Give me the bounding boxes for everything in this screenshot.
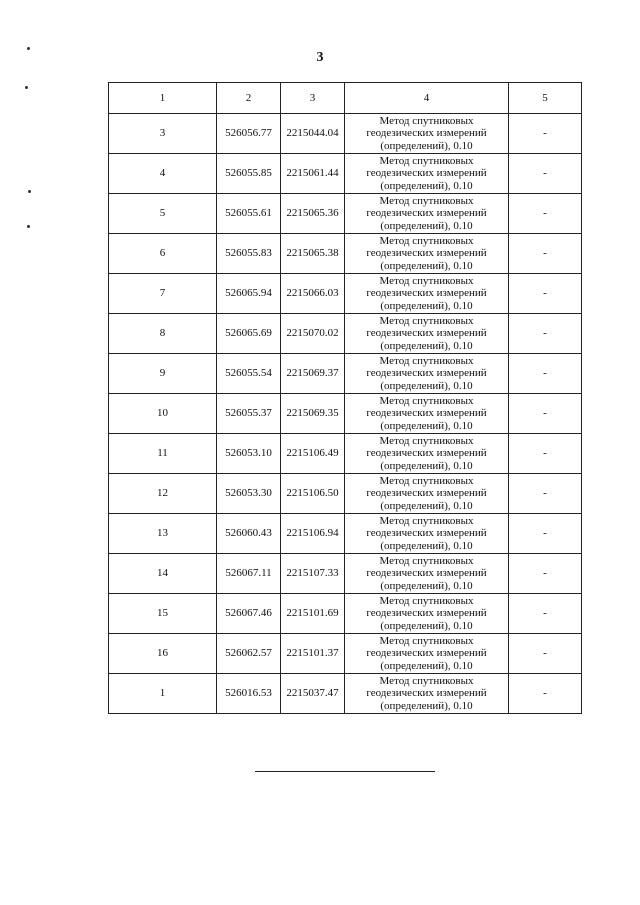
table-row (109, 674, 582, 714)
method-line-1: Метод спутниковых (379, 154, 474, 167)
table-row (109, 114, 582, 154)
method-line-3: (определений), 0.10 (380, 619, 473, 632)
method-cell (345, 114, 509, 154)
point-number: 15 (109, 594, 217, 634)
table-row (109, 354, 582, 394)
method-cell (345, 514, 509, 554)
col5-value: - (509, 194, 582, 234)
method-cell (345, 194, 509, 234)
header-col-3: 3 (281, 83, 345, 114)
scan-mark (27, 47, 30, 50)
method-line-2: геодезических измерений (366, 247, 487, 260)
method-line-3: (определений), 0.10 (380, 459, 473, 472)
method-line-1: Метод спутниковых (379, 434, 474, 447)
page-number: 3 (316, 50, 324, 65)
coordinate-x: 526055.85 (217, 154, 281, 194)
method-line-2: геодезических измерений (366, 367, 487, 380)
method-line-3: (определений), 0.10 (380, 499, 473, 512)
coordinate-y: 2215069.35 (281, 394, 345, 434)
point-number: 5 (109, 194, 217, 234)
col5-value: - (509, 394, 582, 434)
method-line-3: (определений), 0.10 (380, 339, 473, 352)
col5-value: - (509, 234, 582, 274)
point-number: 11 (109, 434, 217, 474)
method-line-2: геодезических измерений (366, 647, 487, 660)
header-col-5: 5 (509, 83, 582, 114)
method-line-2: геодезических измерений (366, 447, 487, 460)
table-body (109, 114, 582, 714)
coordinate-x: 526067.11 (217, 554, 281, 594)
method-cell (345, 554, 509, 594)
coordinate-y: 2215106.49 (281, 434, 345, 474)
method-cell (345, 394, 509, 434)
method-line-1: Метод спутниковых (379, 194, 474, 207)
method-line-1: Метод спутниковых (379, 314, 474, 327)
coordinate-x: 526055.83 (217, 234, 281, 274)
method-line-2: геодезических измерений (366, 407, 487, 420)
method-line-1: Метод спутниковых (379, 114, 474, 127)
method-line-3: (определений), 0.10 (380, 659, 473, 672)
point-number: 8 (109, 314, 217, 354)
method-line-1: Метод спутниковых (379, 474, 474, 487)
point-number: 16 (109, 634, 217, 674)
method-line-2: геодезических измерений (366, 327, 487, 340)
method-line-1: Метод спутниковых (379, 594, 474, 607)
method-line-2: геодезических измерений (366, 607, 487, 620)
method-line-3: (определений), 0.10 (380, 179, 473, 192)
table-row (109, 554, 582, 594)
point-number: 14 (109, 554, 217, 594)
coordinate-y: 2215101.37 (281, 634, 345, 674)
header-col-1: 1 (109, 83, 217, 114)
header-col-2: 2 (217, 83, 281, 114)
method-cell (345, 314, 509, 354)
coordinate-y: 2215044.04 (281, 114, 345, 154)
method-line-2: геодезических измерений (366, 687, 487, 700)
header-col-4: 4 (345, 83, 509, 114)
method-line-3: (определений), 0.10 (380, 579, 473, 592)
table-row (109, 634, 582, 674)
coordinate-y: 2215107.33 (281, 554, 345, 594)
method-line-3: (определений), 0.10 (380, 299, 473, 312)
coordinate-x: 526053.30 (217, 474, 281, 514)
coordinate-y: 2215101.69 (281, 594, 345, 634)
coordinate-x: 526055.37 (217, 394, 281, 434)
table-row (109, 194, 582, 234)
coordinate-x: 526053.10 (217, 434, 281, 474)
col5-value: - (509, 474, 582, 514)
method-cell (345, 634, 509, 674)
table-row (109, 154, 582, 194)
point-number: 13 (109, 514, 217, 554)
coordinate-x: 526016.53 (217, 674, 281, 714)
point-number: 1 (109, 674, 217, 714)
coordinate-x: 526060.43 (217, 514, 281, 554)
col5-value: - (509, 634, 582, 674)
table-row (109, 594, 582, 634)
coordinate-y: 2215070.02 (281, 314, 345, 354)
col5-value: - (509, 594, 582, 634)
scan-mark (25, 86, 28, 89)
footer-rule (255, 771, 435, 772)
table-row (109, 314, 582, 354)
table-header-row (109, 83, 582, 114)
table-row (109, 274, 582, 314)
method-cell (345, 594, 509, 634)
method-line-1: Метод спутниковых (379, 274, 474, 287)
point-number: 4 (109, 154, 217, 194)
method-cell (345, 434, 509, 474)
col5-value: - (509, 154, 582, 194)
method-line-3: (определений), 0.10 (380, 419, 473, 432)
method-line-1: Метод спутниковых (379, 234, 474, 247)
method-line-2: геодезических измерений (366, 567, 487, 580)
method-line-1: Метод спутниковых (379, 354, 474, 367)
method-line-3: (определений), 0.10 (380, 139, 473, 152)
method-line-2: геодезических измерений (366, 207, 487, 220)
scan-mark (28, 190, 31, 193)
method-line-2: геодезических измерений (366, 167, 487, 180)
method-cell (345, 234, 509, 274)
coordinate-y: 2215066.03 (281, 274, 345, 314)
point-number: 9 (109, 354, 217, 394)
col5-value: - (509, 314, 582, 354)
method-line-3: (определений), 0.10 (380, 539, 473, 552)
method-cell (345, 354, 509, 394)
method-line-2: геодезических измерений (366, 487, 487, 500)
point-number: 6 (109, 234, 217, 274)
coordinate-y: 2215106.50 (281, 474, 345, 514)
table-row (109, 394, 582, 434)
point-number: 3 (109, 114, 217, 154)
method-cell (345, 274, 509, 314)
method-line-3: (определений), 0.10 (380, 379, 473, 392)
table-row (109, 434, 582, 474)
col5-value: - (509, 554, 582, 594)
table-row (109, 474, 582, 514)
col5-value: - (509, 434, 582, 474)
method-line-1: Метод спутниковых (379, 394, 474, 407)
scan-mark (27, 225, 30, 228)
coordinates-table (108, 82, 582, 714)
col5-value: - (509, 514, 582, 554)
method-cell (345, 474, 509, 514)
point-number: 12 (109, 474, 217, 514)
method-line-1: Метод спутниковых (379, 634, 474, 647)
coordinate-x: 526055.61 (217, 194, 281, 234)
coordinate-x: 526067.46 (217, 594, 281, 634)
coordinate-x: 526065.94 (217, 274, 281, 314)
coordinate-y: 2215069.37 (281, 354, 345, 394)
method-line-1: Метод спутниковых (379, 554, 474, 567)
col5-value: - (509, 354, 582, 394)
point-number: 7 (109, 274, 217, 314)
table-row (109, 234, 582, 274)
method-line-2: геодезических измерений (366, 127, 487, 140)
col5-value: - (509, 114, 582, 154)
col5-value: - (509, 674, 582, 714)
method-line-1: Метод спутниковых (379, 514, 474, 527)
point-number: 10 (109, 394, 217, 434)
coordinate-x: 526065.69 (217, 314, 281, 354)
coordinate-y: 2215037.47 (281, 674, 345, 714)
coordinate-y: 2215106.94 (281, 514, 345, 554)
coordinate-x: 526056.77 (217, 114, 281, 154)
method-line-1: Метод спутниковых (379, 674, 474, 687)
coordinate-x: 526055.54 (217, 354, 281, 394)
coordinate-y: 2215065.38 (281, 234, 345, 274)
coordinate-x: 526062.57 (217, 634, 281, 674)
method-line-3: (определений), 0.10 (380, 219, 473, 232)
coordinate-y: 2215065.36 (281, 194, 345, 234)
method-line-3: (определений), 0.10 (380, 259, 473, 272)
method-line-3: (определений), 0.10 (380, 699, 473, 712)
coordinate-y: 2215061.44 (281, 154, 345, 194)
method-cell (345, 674, 509, 714)
table-row (109, 514, 582, 554)
col5-value: - (509, 274, 582, 314)
method-line-2: геодезических измерений (366, 287, 487, 300)
method-line-2: геодезических измерений (366, 527, 487, 540)
method-cell (345, 154, 509, 194)
